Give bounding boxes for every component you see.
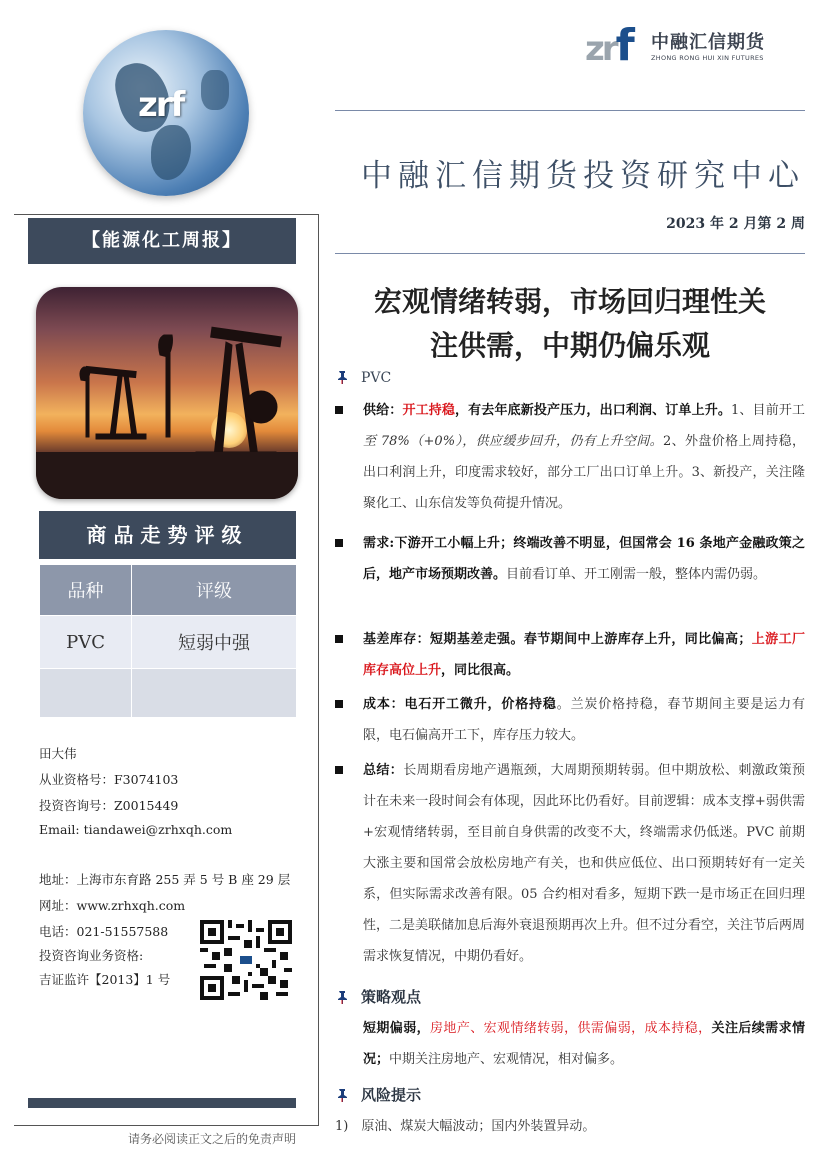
phone: 电话：021-51557588 [39, 924, 169, 939]
qualification-number: 从业资格号：F3074103 [39, 772, 179, 787]
address: 地址：上海市东育路 255 弄 5 号 B 座 29 层 [39, 872, 291, 887]
paragraph-demand: 需求:下游开工小幅上升；终端改善不明显，但国常会 16 条地产金融政策之后，地产市场预期改善。目前看订单、开工刚需一般，整体内需仍弱。 [335, 528, 805, 590]
header-divider [335, 110, 805, 111]
report-title-line: 注供需，中期仍偏乐观 [429, 329, 710, 362]
consulting-qualification: 投资咨询业务资格: [39, 948, 144, 963]
header-cell-commodity: 品种 [40, 565, 132, 616]
pumpjack-silhouettes [36, 287, 298, 499]
square-bullet-icon [335, 539, 343, 547]
commodity-cell: PVC [40, 616, 132, 669]
report-date: 2023 年 2 月第 2 周 [666, 216, 805, 232]
logo-english-name: ZHONG RONG HUI XIN FUTURES [651, 54, 764, 62]
square-bullet-icon [335, 766, 343, 774]
table-row [40, 616, 297, 669]
paragraph-basis-inventory: 基差库存：短期基差走强。春节期间中上游库存上升，同比偏高；上游工厂库存高位上升，同比很高。 [335, 624, 805, 686]
rating-table [39, 564, 297, 718]
globe-logo-text: zrf [138, 85, 184, 125]
disclaimer-note: 请务必阅读正文之后的免责声明 [128, 1132, 297, 1146]
paragraph-cost: 成本：电石开工微升，价格持稳。兰炭价格持稳，春节期间主要是运力有限，电石偏高开工下，库存压力较大。 [335, 689, 805, 751]
report-type-banner: 【能源化工周报】 [28, 218, 296, 264]
section-pvc-label: PVC [361, 370, 392, 386]
square-bullet-icon [335, 635, 343, 643]
paragraph-strategy: 短期偏弱，房地产、宏观情绪转弱，供需偏弱，成本持稳，关注后续需求情况；中期关注房地产、宏观情况，相对偏多。 [363, 1021, 805, 1067]
oil-pump-photo [36, 287, 298, 499]
research-center-title: 中融汇信期货投资研究中心 [361, 158, 805, 194]
sidebar-bottom-bar [28, 1098, 296, 1108]
report-title-line: 宏观情绪转弱，市场回归理性关 [373, 285, 766, 318]
section-risk [335, 1084, 421, 1105]
pushpin-icon [335, 1088, 349, 1102]
square-bullet-icon [335, 700, 343, 708]
pushpin-icon [335, 990, 349, 1004]
section-risk-label: 风险提示 [361, 1086, 422, 1104]
paragraph-supply: 供给：开工持稳，有去年底新投产压力，出口利润、订单上升。1、目前开工至 78%（+0%），供应缓步回升，仍有上升空间。2、外盘价格上周持稳，出口利润上升，印度需求较好，部分工厂出口订单上升。3、新投产，关注隆聚化工、山东信发等负荷提升情况。 [335, 395, 805, 519]
email: Email: tiandawei@zrhxqh.com [39, 822, 233, 837]
table-row [40, 669, 297, 718]
analyst-name: 田大伟 [39, 746, 77, 761]
website: 网址：www.zrhxqh.com [39, 898, 186, 913]
section-strategy-label: 策略观点 [361, 988, 422, 1006]
logo-chinese-name: 中融汇信期货 [651, 32, 765, 53]
globe-logo [83, 30, 249, 196]
company-logo [585, 20, 785, 70]
risk-item: 1) 原油、煤炭大幅波动；国内外装置异动。 [335, 1119, 596, 1134]
rating-cell [132, 669, 297, 718]
rating-section-title: 商品走势评级 [39, 511, 296, 559]
date-divider [335, 253, 805, 254]
paragraph-summary: 总结：长周期看房地产遇瓶颈，大周期预期转弱。但中期放松、刺激政策预计在未来一段时间会有体现，因此环比仍看好。目前逻辑：成本支撑+弱供需+宏观情绪转弱，至目前自身供需的改变不大，终端需求仍低迷。PVC 前期大涨主要和国常会放松房地产有关，也和供应低位、出口预期转好有一定关系，但实际需求改善有限。05 合约相对看多，短期下跌一是市场正在回归理性，二是美联储加息后海外衰退预期再次上升。但不过分看空，关注节后两周需求恢复情况，中期仍看好。 [335, 755, 805, 972]
section-strategy [335, 986, 421, 1007]
rating-cell: 短弱中强 [132, 616, 297, 669]
qr-code [200, 920, 292, 1000]
consulting-number: 投资咨询号：Z0015449 [39, 798, 179, 813]
continent-shape [201, 70, 229, 110]
continent-shape [151, 125, 191, 180]
section-pvc [335, 370, 391, 386]
logo-mark: zrf [585, 20, 632, 71]
rating-table-header [40, 565, 297, 616]
license-number: 吉证监许【2013】1 号 [39, 972, 171, 987]
square-bullet-icon [335, 406, 343, 414]
commodity-cell [40, 669, 132, 718]
header-cell-rating: 评级 [132, 565, 297, 616]
pushpin-icon [335, 370, 349, 384]
report-title [335, 280, 805, 368]
